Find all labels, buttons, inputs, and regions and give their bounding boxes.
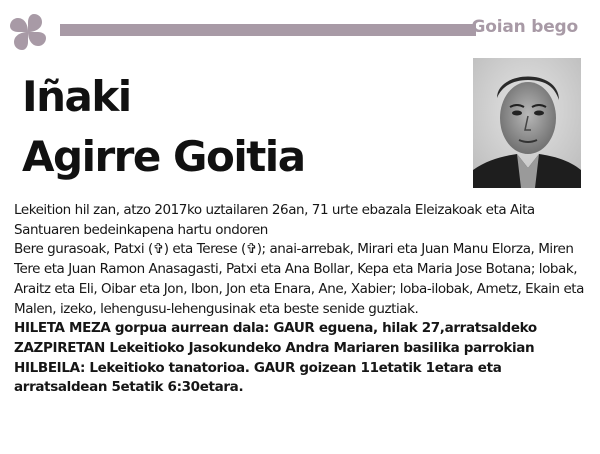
deceased-portrait-photo [473,58,581,188]
header [0,0,600,55]
portrait-image [473,58,581,188]
deceased-first-name: Iñaki [22,72,131,121]
obituary-body [14,201,590,398]
family-paragraph: Bere gurasoak, Patxi (✞) eta Terese (✞); anai-arrebak, Mirari eta Juan Manu Elorza, Miren Tere eta Juan Ramon Anasagasti, Patxi eta Ana Bollar, Kepa eta Maria Jose Botana; lobak, Araitz eta Eli, Oibar eta Jon, Ibon, Jon eta Enara, Ane, Xabier; loba-ilobak, Ametz, Ekain eta Malen, izeko, lehengusu-lehengusinak eta beste senide guztiak. [14,241,584,317]
deceased-last-name: Agirre Goitia [22,132,305,181]
intro-paragraph: Lekeition hil zan, atzo 2017ko uztailaren 26an, 71 urte ebazala Eleizakoak eta Aita Santuaren bedeinkapena hartu ondoren [14,202,535,238]
header-rule [60,24,476,36]
header-label: Goian bego [471,17,578,37]
wake-paragraph: HILBEILA: Lekeitioko tanatorioa. GAUR goizean 11etatik 1etara eta arratsaldean 5etatik 6:30etara. [14,359,502,396]
funeral-paragraph: HILETA MEZA gorpua aurrean dala: GAUR eguena, hilak 27,arratsaldeko ZAZPIRETAN Lekeitioko Jasokundeko Andra Mariaren basilika parrokian [14,320,537,356]
lauburu-logo-icon [6,10,50,54]
